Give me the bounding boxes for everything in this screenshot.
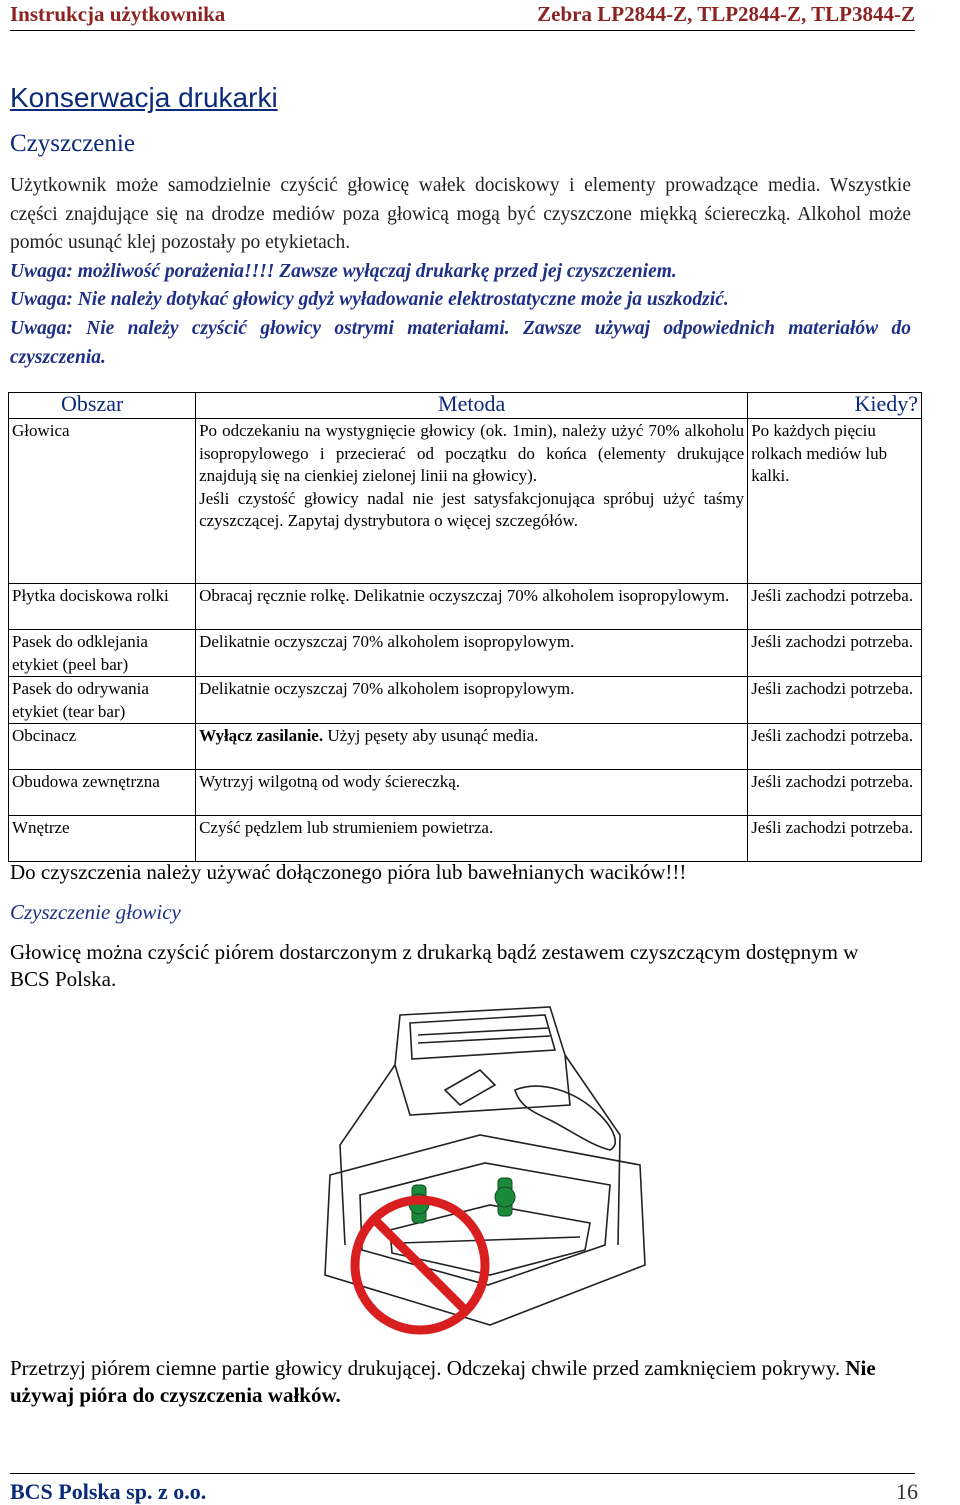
method-bold-text: Wyłącz zasilanie. [199, 726, 324, 746]
cell-area: Głowica [9, 419, 196, 584]
intro-paragraph: Użytkownik może samodzielnie czyścić głowicę wałek dociskowy i elementy prowadzące media. Wszystkie części znajdujące się na drodze mediów poza głowicą mogą być czyszczone miękką ściereczką. Alkohol może pomóc usunąć klej pozostały po etykietach. [10, 175, 911, 254]
left-arm [340, 1065, 395, 1245]
cleaning-note: Do czyszczenia należy używać dołączonego pióra lub bawełnianych wacików!!! [10, 860, 687, 884]
cell-area: Płytka dociskowa rolki [9, 584, 196, 630]
table-row [9, 419, 922, 584]
printer-cleaning-illustration [300, 995, 652, 1345]
prohibition-slash [374, 1219, 466, 1311]
warning-static: Uwaga: Nie należy dotykać głowicy gdyż wyładowanie elektrostatyczne może ja uszkodzić. [10, 289, 729, 311]
page-header [10, 0, 915, 31]
cell-method: Czyść pędzlem lub strumieniem powietrza. [196, 816, 748, 862]
cell-area: Pasek do odklejania etykiet (peel bar) [9, 630, 196, 677]
cell-when: Po każdych pięciu rolkach mediów lub kalki. [748, 419, 922, 584]
header-manual-title: Instrukcja użytkownika [10, 2, 226, 26]
table-row [9, 677, 922, 724]
cell-method: Delikatnie oczyszczaj 70% alkoholem isopropylowym. [196, 630, 748, 677]
method-text: Po odczekaniu na wystygnięcie głowicy (ok. 1min), należy użyć 70% alkoholu isopropylowego i przecierać od początku do końca (elementy drukujące znajdują się na cienkiej zielonej linii na głowicy). [199, 421, 745, 486]
illustration-caption [10, 1355, 910, 1409]
section-heading-cleaning: Czyszczenie [10, 130, 135, 157]
table-row [9, 630, 922, 677]
cell-method: Wytrzyj wilgotną od wody ściereczką. [196, 770, 748, 816]
table-row [9, 584, 922, 630]
caption-bold-warning: Nie używaj pióra do czyszczenia wałków. [10, 1356, 876, 1407]
table-row [9, 724, 922, 770]
green-hub-right [495, 1187, 515, 1207]
header-model-names: Zebra LP2844-Z, TLP2844-Z, TLP3844-Z [537, 2, 915, 26]
page-title: Konserwacja drukarki [10, 82, 278, 113]
cell-method [196, 419, 748, 584]
cell-area: Wnętrze [9, 816, 196, 862]
cell-method [196, 724, 748, 770]
printer-illustration-svg [300, 995, 652, 1345]
cell-method: Delikatnie oczyszczaj 70% alkoholem isopropylowym. [196, 677, 748, 724]
cell-when: Jeśli zachodzi potrzeba. [748, 816, 922, 862]
footer-divider [10, 1473, 915, 1474]
cell-area: Pasek do odrywania etykiet (tear bar) [9, 677, 196, 724]
head-cleaning-text: Głowicę można czyścić piórem dostarczonym z drukarką bądź zestawem czyszczącym dostępnym w BCS Polska. [10, 940, 859, 991]
cell-when: Jeśli zachodzi potrzeba. [748, 724, 922, 770]
cleaning-table [8, 392, 922, 862]
right-arm [565, 1055, 620, 1245]
warning-shock: Uwaga: możliwość porażenia!!!! Zawsze wyłączaj drukarkę przed jej czyszczeniem. [10, 260, 677, 282]
table-row [9, 816, 922, 862]
cell-when: Jeśli zachodzi potrzeba. [748, 677, 922, 724]
printer-cover-shape [395, 1007, 570, 1115]
intro-text [10, 172, 911, 372]
table-header-row [9, 393, 922, 419]
header-when: Kiedy? [748, 393, 922, 419]
hand-shape [515, 1086, 615, 1150]
cell-when: Jeśli zachodzi potrzeba. [748, 584, 922, 630]
print-head-line [418, 1028, 548, 1035]
warning-sharp: Uwaga: Nie należy czyścić głowicy ostrymi materiałami. Zawsze używaj odpowiednich materiałów do czyszczenia. [10, 317, 911, 368]
platen-roller [400, 1237, 580, 1243]
method-text: Użyj pęsety aby usunąć media. [323, 726, 539, 746]
cell-area: Obcinacz [9, 724, 196, 770]
table-row [9, 770, 922, 816]
page-number: 16 [896, 1479, 918, 1504]
caption-text: Przetrzyj piórem ciemne partie głowicy drukującej. Odczekaj chwile przed zamknięciem pokrywy. [10, 1356, 846, 1380]
cell-method: Obracaj ręcznie rolkę. Delikatnie oczyszczaj 70% alkoholem isopropylowym. [196, 584, 748, 630]
cell-when: Jeśli zachodzi potrzeba. [748, 770, 922, 816]
print-head-line [418, 1036, 550, 1043]
cell-area: Obudowa zewnętrzna [9, 770, 196, 816]
section-heading-head-cleaning: Czyszczenie głowicy [10, 900, 181, 924]
header-area: Obszar [9, 393, 196, 419]
footer-company: BCS Polska sp. z o.o. [10, 1479, 207, 1504]
cleaning-pen [445, 1070, 495, 1105]
method-text-2: Jeśli czystość głowicy nadal nie jest satysfakcjonująca spróbuj użyć taśmy czyszczącej. Zapytaj dystrybutora o więcej szczegółów. [199, 488, 745, 531]
cell-when: Jeśli zachodzi potrzeba. [748, 630, 922, 677]
header-method: Metoda [196, 393, 748, 419]
